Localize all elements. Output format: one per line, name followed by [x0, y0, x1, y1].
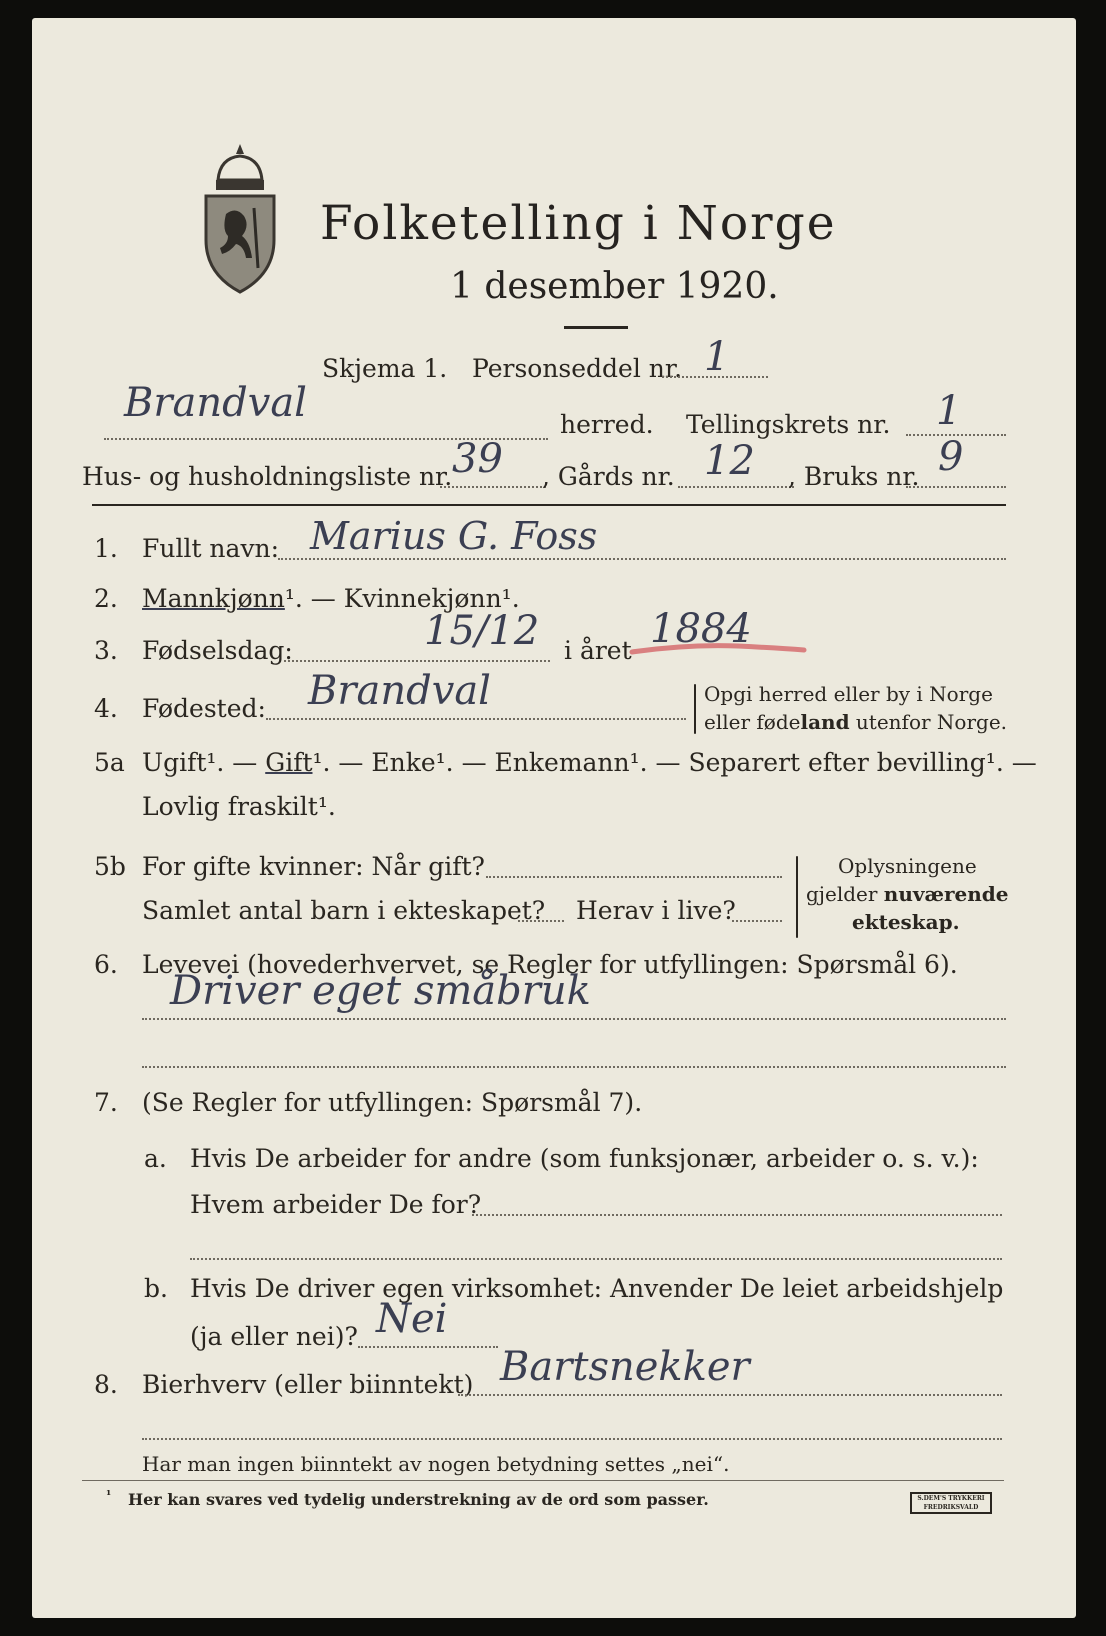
q1-value: Marius G. Foss — [310, 514, 598, 558]
bruks-value: 9 — [938, 434, 964, 480]
q7b-label: Hvis De driver egen virksomhet: Anvender De leiet arbeidshjelp — [190, 1274, 1004, 1303]
header-separator — [92, 504, 1006, 506]
bruks-line — [906, 486, 1006, 488]
q8-value: Bartsnekker — [500, 1344, 750, 1390]
census-date: 1 desember 1920. — [450, 266, 779, 307]
q1-label: Fullt navn: — [142, 534, 280, 563]
q5b-note-line1: Oplysningene — [838, 854, 977, 878]
q7b-letter: b. — [144, 1274, 168, 1303]
q5b-number: 5b — [94, 852, 126, 881]
q7b-line — [358, 1346, 498, 1348]
q8-number: 8. — [94, 1370, 118, 1399]
q2-options: Mannkjønn¹. — Kvinnekjønn¹. — [142, 584, 520, 613]
q4-brace — [694, 684, 696, 734]
q7a-line1 — [472, 1214, 1002, 1216]
q4-number: 4. — [94, 694, 118, 723]
schema-label: Skjema 1. — [322, 354, 448, 383]
printer-stamp: S.DEM'S TRYKKERI FREDRIKSVALD — [910, 1492, 992, 1514]
q4-label: Fødested: — [142, 694, 266, 723]
hus-line — [440, 486, 546, 488]
q2-female-option: Kvinnekjønn¹. — [343, 584, 520, 613]
q5b-label2: Samlet antal barn i ekteskapet? — [142, 896, 546, 925]
q8-line2 — [142, 1438, 1002, 1440]
tellingskrets-label: Tellingskrets nr. — [686, 410, 891, 439]
q8-line1 — [458, 1394, 1002, 1396]
gards-value: 12 — [704, 438, 755, 484]
q6-label: Levevei (hovederhvervet, se Regler for utfyllingen: Spørsmål 6). — [142, 950, 958, 979]
tellingskrets-value: 1 — [936, 388, 962, 434]
q5b-label3: Herav i live? — [576, 896, 736, 925]
q3-line — [284, 660, 550, 662]
bruks-label: , Bruks nr. — [788, 462, 920, 491]
q5b-brace — [796, 856, 798, 938]
q7a-label: Hvis De arbeider for andre (som funksjonær, arbeider o. s. v.): — [190, 1144, 979, 1173]
q6-line1 — [142, 1018, 1006, 1020]
q5a-married-option: Gift — [265, 748, 313, 777]
red-pencil-mark — [628, 636, 808, 660]
q5b-married-line — [486, 876, 782, 878]
footnote-mark: ¹ — [106, 1488, 112, 1502]
herred-label: herred. — [560, 410, 654, 439]
gards-line — [678, 486, 794, 488]
personseddel-label: Personseddel nr. — [472, 354, 683, 383]
q2-number: 2. — [94, 584, 118, 613]
q7a-letter: a. — [144, 1144, 167, 1173]
coat-of-arms-icon — [198, 142, 282, 294]
hus-label: Hus- og husholdningsliste nr. — [82, 462, 453, 491]
footer-separator — [82, 1480, 1004, 1481]
q4-value: Brandval — [308, 668, 491, 714]
q3-number: 3. — [94, 636, 118, 665]
q5b-label1: For gifte kvinner: Når gift? — [142, 852, 485, 881]
q5b-alive-line — [732, 920, 782, 922]
q3-year-value: 1884 — [650, 606, 752, 652]
title-divider — [564, 326, 628, 329]
q3-value: 15/12 — [424, 608, 540, 654]
q5b-note-line2: gjelder nuværende — [806, 882, 1009, 906]
footnote-text: Her kan svares ved tydelig understrekning av de ord som passer. — [128, 1490, 709, 1509]
q4-note-line2: eller fødeland utenfor Norge. — [704, 710, 1008, 734]
q7-label: (Se Regler for utfyllingen: Spørsmål 7). — [142, 1088, 643, 1117]
q7b-value: Nei — [376, 1296, 448, 1342]
census-form-page — [32, 18, 1076, 1618]
q2-male-option: Mannkjønn — [142, 584, 285, 613]
q7a-label2: Hvem arbeider De for? — [190, 1190, 482, 1219]
gards-label: , Gårds nr. — [542, 462, 675, 491]
personseddel-value: 1 — [704, 334, 730, 380]
q7-number: 7. — [94, 1088, 118, 1117]
q5a-options: Ugift¹. — Gift¹. — Enke¹. — Enkemann¹. — Separert efter bevilling¹. — — [142, 748, 1037, 777]
hus-value: 39 — [452, 436, 503, 482]
q3-label: Fødselsdag: — [142, 636, 293, 665]
q7b-label2: (ja eller nei)? — [190, 1322, 358, 1351]
q5a-line2: Lovlig fraskilt¹. — [142, 792, 336, 821]
footer-note: Har man ingen biinntekt av nogen betydning settes „nei“. — [142, 1452, 730, 1476]
q1-line — [278, 558, 1006, 560]
form-title: Folketelling i Norge — [320, 196, 837, 251]
q5b-note-line3: ekteskap. — [852, 910, 960, 934]
q3-year-label: i året — [564, 636, 632, 665]
q6-line2 — [142, 1066, 1006, 1068]
q6-value: Driver eget småbruk — [170, 968, 591, 1014]
q5b-children-line — [518, 920, 564, 922]
q8-label: Bierhverv (eller biinntekt) — [142, 1370, 474, 1399]
q5a-number: 5a — [94, 748, 125, 777]
q4-note-line1: Opgi herred eller by i Norge — [704, 682, 993, 706]
q7a-line2 — [190, 1258, 1002, 1260]
q1-number: 1. — [94, 534, 118, 563]
q4-line — [266, 718, 686, 720]
herred-value: Brandval — [124, 380, 307, 426]
q6-number: 6. — [94, 950, 118, 979]
